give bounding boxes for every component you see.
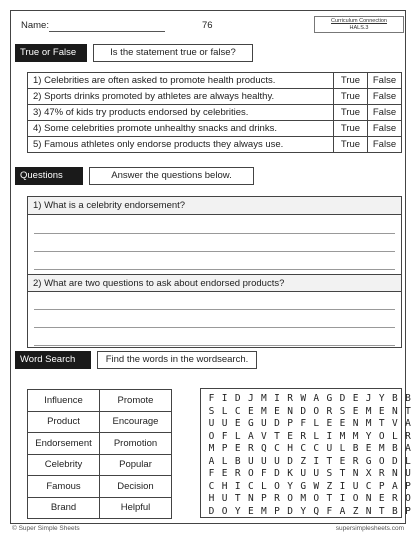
grid-letter[interactable]: N (391, 405, 398, 417)
grid-letter[interactable]: O (247, 468, 254, 479)
grid-letter[interactable]: O (313, 405, 320, 417)
word-list-item: Helpful (100, 497, 172, 519)
grid-letter[interactable]: E (365, 443, 372, 454)
grid-letter[interactable]: M (261, 405, 267, 417)
curriculum-code: HALS.3 (349, 25, 369, 31)
grid-letter[interactable]: P (261, 493, 267, 504)
grid-letter[interactable]: U (221, 493, 228, 504)
grid-letter[interactable]: T (326, 493, 333, 504)
grid-letter[interactable]: C (274, 443, 280, 454)
word-list-item: Celebrity (28, 454, 100, 476)
answer-line[interactable] (34, 251, 395, 252)
answer-line[interactable] (34, 233, 395, 234)
grid-letter[interactable]: M (365, 405, 372, 417)
answer-line[interactable] (34, 269, 395, 270)
grid-letter[interactable]: O (378, 455, 385, 467)
grid-letter[interactable]: D (208, 505, 215, 517)
grid-letter[interactable]: P (405, 505, 411, 517)
grid-letter[interactable]: P (405, 480, 411, 492)
grid-letter[interactable]: A (405, 443, 411, 454)
grid-letter[interactable]: I (339, 480, 346, 492)
grid-letter[interactable]: O (221, 505, 228, 517)
grid-letter[interactable]: E (339, 455, 346, 467)
grid-letter[interactable]: L (261, 480, 267, 492)
grid-letter[interactable]: B (391, 505, 398, 517)
grid-letter[interactable]: J (365, 393, 372, 404)
grid-letter[interactable]: B (234, 455, 241, 467)
true-false-row (28, 89, 402, 105)
grid-letter[interactable]: N (391, 468, 398, 479)
grid-row (205, 506, 415, 517)
word-list-row (28, 476, 172, 498)
word-search-grid (200, 388, 411, 518)
grid-row (205, 443, 415, 454)
grid-letter[interactable]: M (365, 418, 372, 429)
grid-letter[interactable]: T (274, 430, 280, 442)
word-list-row (28, 390, 172, 412)
grid-letter[interactable]: E (352, 393, 359, 404)
grid-letter[interactable]: F (326, 505, 333, 517)
question-2: 2) What are two questions to ask about endorsed products? (28, 274, 401, 292)
grid-letter[interactable]: M (300, 493, 307, 504)
word-list-item: Product (28, 411, 100, 433)
grid-letter[interactable]: I (313, 455, 320, 467)
grid-letter[interactable]: E (234, 418, 241, 429)
grid-letter[interactable]: B (352, 443, 359, 454)
statement-text: 2) Sports drinks promoted by athletes are always healthy. (28, 89, 334, 105)
grid-letter[interactable]: E (247, 505, 254, 517)
false-option[interactable]: False (368, 73, 402, 89)
true-false-row (28, 73, 402, 89)
grid-letter[interactable]: R (234, 468, 241, 479)
grid-letter[interactable]: Z (326, 480, 333, 492)
grid-letter[interactable]: F (221, 430, 228, 442)
grid-letter[interactable]: R (247, 443, 254, 454)
grid-letter[interactable]: M (261, 393, 267, 404)
grid-letter[interactable]: N (247, 493, 254, 504)
grid-letter[interactable]: M (261, 505, 267, 517)
grid-letter[interactable]: O (352, 493, 359, 504)
grid-letter[interactable]: S (339, 405, 346, 417)
grid-letter[interactable]: E (339, 418, 346, 429)
grid-letter[interactable]: F (261, 468, 267, 479)
statement-text: 4) Some celebrities promote unhealthy snacks and drinks. (28, 121, 334, 137)
grid-letter[interactable]: L (339, 443, 346, 454)
grid-letter[interactable]: D (287, 455, 293, 467)
grid-row (205, 493, 415, 504)
grid-letter[interactable]: Q (261, 443, 267, 454)
grid-letter[interactable]: D (300, 405, 307, 417)
word-search-tag: Word Search (15, 351, 91, 369)
grid-letter[interactable]: G (365, 455, 372, 467)
grid-letter[interactable]: D (234, 393, 241, 404)
grid-letter[interactable]: B (405, 393, 411, 404)
word-list-item: Promotion (100, 433, 172, 455)
true-option[interactable]: True (334, 105, 368, 121)
true-option[interactable]: True (334, 89, 368, 105)
grid-letter[interactable]: I (221, 393, 228, 404)
grid-letter[interactable]: M (339, 430, 346, 442)
grid-letter[interactable]: V (261, 430, 267, 442)
grid-letter[interactable]: T (339, 468, 346, 479)
word-list-item: Promote (100, 390, 172, 412)
true-false-tag: True or False (15, 44, 87, 62)
grid-row (205, 418, 415, 429)
true-false-row (28, 105, 402, 121)
word-list-item: Endorsement (28, 433, 100, 455)
grid-letter[interactable]: Y (365, 430, 372, 442)
grid-letter[interactable]: E (234, 443, 241, 454)
grid-letter[interactable]: C (365, 480, 372, 492)
grid-letter[interactable]: E (221, 468, 228, 479)
grid-letter[interactable]: L (391, 430, 398, 442)
grid-row (205, 431, 415, 442)
grid-letter[interactable]: A (313, 393, 320, 404)
grid-letter[interactable]: U (326, 443, 333, 454)
grid-letter[interactable]: V (391, 418, 398, 429)
true-false-row (28, 137, 402, 153)
footer-copyright: © Super Simple Sheets (12, 525, 80, 532)
grid-letter[interactable]: W (300, 393, 307, 404)
grid-letter[interactable]: O (405, 493, 411, 504)
grid-letter[interactable]: A (247, 430, 254, 442)
grid-letter[interactable]: Y (234, 505, 241, 517)
word-search-instruction: Find the words in the wordsearch. (97, 351, 257, 369)
grid-letter[interactable]: N (352, 418, 359, 429)
grid-letter[interactable]: K (287, 468, 293, 479)
word-list-row (28, 454, 172, 476)
word-list-item: Encourage (100, 411, 172, 433)
grid-letter[interactable]: J (247, 393, 254, 404)
word-list-row (28, 497, 172, 519)
grid-letter[interactable]: C (300, 443, 307, 454)
name-label: Name: (21, 20, 49, 31)
grid-letter[interactable]: E (352, 405, 359, 417)
questions-instruction: Answer the questions below. (89, 167, 254, 185)
grid-letter[interactable]: D (339, 393, 346, 404)
grid-letter[interactable]: E (326, 418, 333, 429)
grid-letter[interactable]: P (221, 443, 228, 454)
grid-letter[interactable]: T (378, 505, 385, 517)
false-option[interactable]: False (368, 105, 402, 121)
grid-letter[interactable]: A (405, 418, 411, 429)
page-number: 76 (202, 20, 213, 31)
grid-letter[interactable]: C (234, 405, 241, 417)
grid-letter[interactable]: U (221, 418, 228, 429)
grid-letter[interactable]: T (234, 493, 241, 504)
grid-letter[interactable]: Q (313, 505, 320, 517)
grid-letter[interactable]: G (300, 480, 307, 492)
grid-letter[interactable]: S (326, 468, 333, 479)
word-list-item: Brand (28, 497, 100, 519)
grid-letter[interactable]: L (313, 430, 320, 442)
questions-box (27, 196, 402, 348)
grid-letter[interactable]: R (287, 393, 293, 404)
grid-letter[interactable]: O (378, 430, 385, 442)
grid-letter[interactable]: T (378, 418, 385, 429)
grid-letter[interactable]: Y (378, 393, 385, 404)
grid-letter[interactable]: H (287, 443, 293, 454)
false-option[interactable]: False (368, 89, 402, 105)
true-option[interactable]: True (334, 73, 368, 89)
grid-letter[interactable]: N (287, 405, 293, 417)
statement-text: 1) Celebrities are often asked to promote health products. (28, 73, 334, 89)
grid-letter[interactable]: Z (300, 455, 307, 467)
answer-line[interactable] (34, 327, 395, 328)
grid-letter[interactable]: C (313, 443, 320, 454)
grid-letter[interactable]: A (391, 480, 398, 492)
statement-text: 5) Famous athletes only endorse products they always use. (28, 137, 334, 153)
grid-letter[interactable]: Y (287, 480, 293, 492)
grid-letter[interactable]: L (313, 418, 320, 429)
grid-letter[interactable]: N (365, 505, 372, 517)
question-1: 1) What is a celebrity endorsement? (28, 197, 401, 215)
grid-letter[interactable]: U (274, 455, 280, 467)
false-option[interactable]: False (368, 121, 402, 137)
true-false-row (28, 121, 402, 137)
grid-letter[interactable]: L (221, 405, 228, 417)
grid-letter[interactable]: C (247, 480, 254, 492)
grid-letter[interactable]: R (300, 430, 307, 442)
true-option[interactable]: True (334, 137, 368, 153)
word-list-row (28, 411, 172, 433)
grid-letter[interactable]: R (274, 493, 280, 504)
curriculum-title: Curriculum Connection (331, 18, 387, 24)
grid-letter[interactable]: D (391, 455, 398, 467)
answer-line[interactable] (34, 309, 395, 310)
grid-letter[interactable]: Y (300, 505, 307, 517)
grid-letter[interactable]: E (247, 405, 254, 417)
answer-line[interactable] (34, 345, 395, 346)
name-line[interactable] (49, 31, 165, 32)
grid-letter[interactable]: P (274, 505, 280, 517)
grid-letter[interactable]: A (339, 505, 346, 517)
grid-letter[interactable]: I (339, 493, 346, 504)
grid-letter[interactable]: P (287, 418, 293, 429)
grid-letter[interactable]: H (221, 480, 228, 492)
grid-letter[interactable]: L (221, 455, 228, 467)
grid-letter[interactable]: R (352, 455, 359, 467)
grid-letter[interactable]: N (365, 493, 372, 504)
grid-row (205, 468, 415, 479)
grid-letter[interactable]: E (378, 405, 385, 417)
true-false-table (27, 72, 402, 153)
grid-letter[interactable]: F (208, 393, 215, 404)
grid-letter[interactable]: O (274, 480, 280, 492)
grid-letter[interactable]: L (405, 455, 411, 467)
true-false-instruction: Is the statement true or false? (93, 44, 253, 62)
questions-tag: Questions (15, 167, 83, 185)
grid-letter[interactable]: U (313, 468, 320, 479)
grid-letter[interactable]: A (208, 455, 215, 467)
grid-letter[interactable]: R (391, 493, 398, 504)
grid-letter[interactable]: R (378, 468, 385, 479)
grid-letter[interactable]: I (274, 393, 280, 404)
grid-letter[interactable]: O (287, 493, 293, 504)
false-option[interactable]: False (368, 137, 402, 153)
grid-letter[interactable]: D (274, 418, 280, 429)
grid-row (205, 393, 415, 404)
grid-letter[interactable]: I (234, 480, 241, 492)
word-list-item: Influence (28, 390, 100, 412)
grid-letter[interactable]: B (391, 393, 398, 404)
worksheet-header (11, 11, 405, 39)
grid-letter[interactable]: O (208, 430, 215, 442)
statement-text: 3) 47% of kids try products endorsed by celebrities. (28, 105, 334, 121)
grid-letter[interactable]: R (405, 430, 411, 442)
grid-letter[interactable]: T (326, 455, 333, 467)
grid-letter[interactable]: U (208, 418, 215, 429)
curriculum-connection-box (314, 16, 404, 33)
grid-row (205, 481, 415, 492)
grid-letter[interactable]: P (378, 480, 385, 492)
grid-letter[interactable]: M (208, 443, 215, 454)
word-list-table (27, 389, 172, 519)
grid-letter[interactable]: M (378, 443, 385, 454)
grid-letter[interactable]: G (326, 393, 333, 404)
grid-letter[interactable]: E (287, 430, 293, 442)
grid-letter[interactable]: U (261, 455, 267, 467)
grid-letter[interactable]: B (391, 443, 398, 454)
grid-letter[interactable]: U (300, 468, 307, 479)
grid-letter[interactable]: L (234, 430, 241, 442)
grid-letter[interactable]: C (208, 480, 215, 492)
word-list-item: Famous (28, 476, 100, 498)
word-list-item: Decision (100, 476, 172, 498)
true-option[interactable]: True (334, 121, 368, 137)
grid-row (205, 456, 415, 467)
grid-letter[interactable]: T (405, 405, 411, 417)
grid-letter[interactable]: U (352, 480, 359, 492)
worksheet-page (10, 10, 411, 524)
grid-letter[interactable]: U (247, 455, 254, 467)
grid-letter[interactable]: S (208, 405, 215, 417)
grid-letter[interactable]: O (313, 493, 320, 504)
footer-website: supersimplesheets.com (335, 525, 404, 532)
grid-letter[interactable]: Z (352, 505, 359, 517)
word-list-item: Popular (100, 454, 172, 476)
grid-letter[interactable]: D (274, 468, 280, 479)
grid-letter[interactable]: I (326, 430, 333, 442)
grid-letter[interactable]: F (300, 418, 307, 429)
grid-letter[interactable]: D (287, 505, 293, 517)
grid-letter[interactable]: E (378, 493, 385, 504)
grid-letter[interactable]: E (274, 405, 280, 417)
grid-letter[interactable]: X (365, 468, 372, 479)
grid-letter[interactable]: H (208, 493, 215, 504)
grid-letter[interactable]: W (313, 480, 320, 492)
word-list-row (28, 433, 172, 455)
grid-letter[interactable]: M (352, 430, 359, 442)
grid-letter[interactable]: F (208, 468, 215, 479)
grid-letter[interactable]: N (352, 468, 359, 479)
grid-letter[interactable]: U (405, 468, 411, 479)
grid-letter[interactable]: R (326, 405, 333, 417)
grid-letter[interactable]: G (247, 418, 254, 429)
grid-letter[interactable]: U (261, 418, 267, 429)
grid-row (205, 406, 415, 417)
